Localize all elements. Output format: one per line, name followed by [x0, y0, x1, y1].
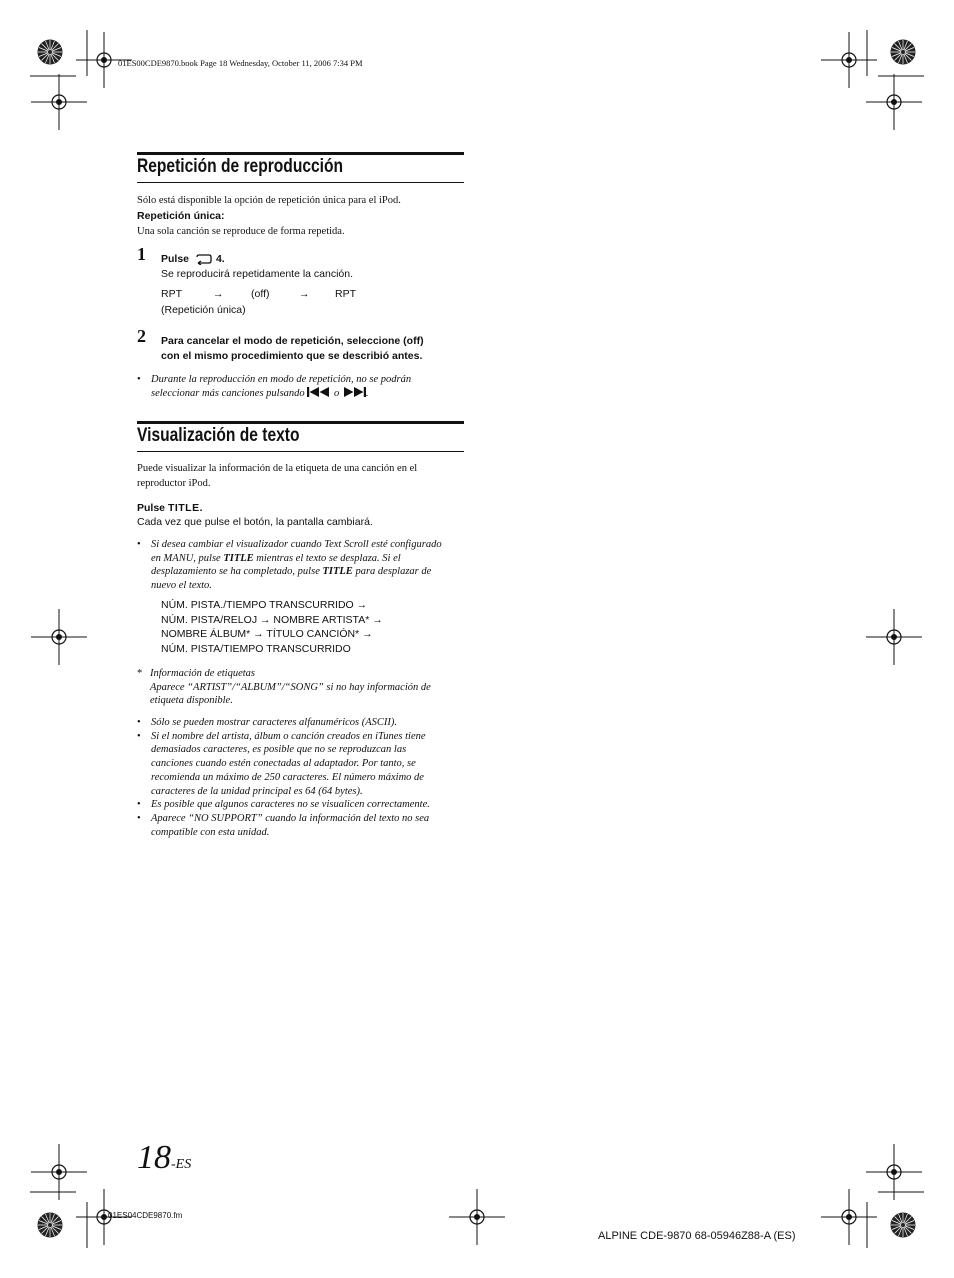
instruction-result: Cada vez que pulse el botón, la pantalla cambiará. [137, 516, 373, 528]
section-rule-top [137, 152, 464, 155]
file-name: 01ES04CDE9870.fm [108, 1211, 183, 1220]
step-pulse-label: Pulse [161, 253, 190, 265]
section-title: Repetición de reproducción [137, 156, 344, 177]
repeat-sequence-note: (Repetición única) [161, 304, 246, 316]
crosshair-mark [866, 609, 922, 665]
note-item: • Durante la reproducción en modo de repetición, no se podrán seleccionar más canciones pulsando o . [137, 373, 467, 401]
note-item: • Si desea cambiar el visualizador cuando Text Scroll esté configurado en MANU, pulse TITLE mientras el texto se desplaza. Si el desplazamiento se ha completado, pulse TITLE para desplazar de nuevo el texto. [137, 539, 442, 592]
list-item: • Es posible que algunos caracteres no se visualicen correctamente. [137, 799, 430, 811]
subheading: Repetición única: [137, 210, 225, 222]
title-key: TITLE [167, 502, 200, 514]
pulse-title-instruction: Pulse TITLE. [137, 502, 203, 514]
step-description: Se reproducirá repetidamente la canción. [161, 268, 354, 280]
book-info: 01ES00CDE9870.book Page 18 Wednesday, October 11, 2006 7:34 PM [118, 58, 363, 68]
star-target-icon [891, 40, 916, 65]
step-number: 2 [137, 326, 146, 346]
model-code: ALPINE CDE-9870 68-05946Z88-A (ES) [598, 1230, 796, 1242]
page-number: 18-ES [137, 1139, 192, 1176]
star-target-icon [38, 40, 63, 65]
section-rule-bottom [137, 182, 464, 183]
previous-track-icon [307, 387, 331, 402]
star-target-icon [38, 1213, 63, 1238]
step-instruction: con el mismo procedimiento que se describió antes. [161, 350, 423, 362]
section-title: Visualización de texto [137, 425, 300, 446]
intro-text: Puede visualizar la información de la etiqueta de una canción en el reproductor iPod. [137, 463, 418, 489]
crosshair-mark [821, 32, 877, 88]
section-rule-bottom [137, 451, 464, 452]
crosshair-mark [31, 609, 87, 665]
notes-list [137, 716, 467, 839]
step-instruction: Pulse 4. [161, 252, 225, 269]
crosshair-mark [31, 74, 87, 130]
subheading-text: Una sola canción se reproduce de forma repetida. [137, 226, 345, 237]
step-number: 1 [137, 244, 146, 264]
crosshair-mark [449, 1189, 505, 1245]
list-item: • Si el nombre del artista, álbum o canción creados en iTunes tiene demasiados caracteres, es posible que no se reproduzcan las canciones cuando estén conectadas al adaptador. Por tanto, se recomienda un máximo de 250 caracteres. El número máximo de caracteres de la unidad principal es 64 (64 bytes). [137, 730, 426, 797]
display-sequence: NÚM. PISTA./TIEMPO TRANSCURRIDO → NÚM. PISTA/RELOJ → NOMBRE ARTISTA* → NOMBRE ÁLBUM* → TÍTULO CANCIÓN* → NÚM. PISTA/TIEMPO TRANSCURRIDO [161, 599, 383, 655]
next-track-icon [342, 387, 366, 402]
crosshair-mark [866, 74, 922, 130]
footnote: * Información de etiquetas Aparece “ARTIST”/“ALBUM”/“SONG” si no hay información de etiqueta disponible. [137, 668, 431, 707]
step-instruction: Para cancelar el modo de repetición, seleccione (off) [161, 335, 424, 347]
step-key: 4 [215, 253, 222, 265]
crosshair-mark [821, 1189, 877, 1245]
intro-text: Sólo está disponible la opción de repetición única para el iPod. [137, 195, 401, 206]
section-rule-top [137, 421, 464, 424]
star-target-icon [891, 1213, 916, 1238]
list-item: • Aparece “NO SUPPORT” cuando la información del texto no sea compatible con esta unidad. [137, 812, 430, 838]
list-item: • Sólo se pueden mostrar caracteres alfanuméricos (ASCII). [137, 717, 398, 728]
